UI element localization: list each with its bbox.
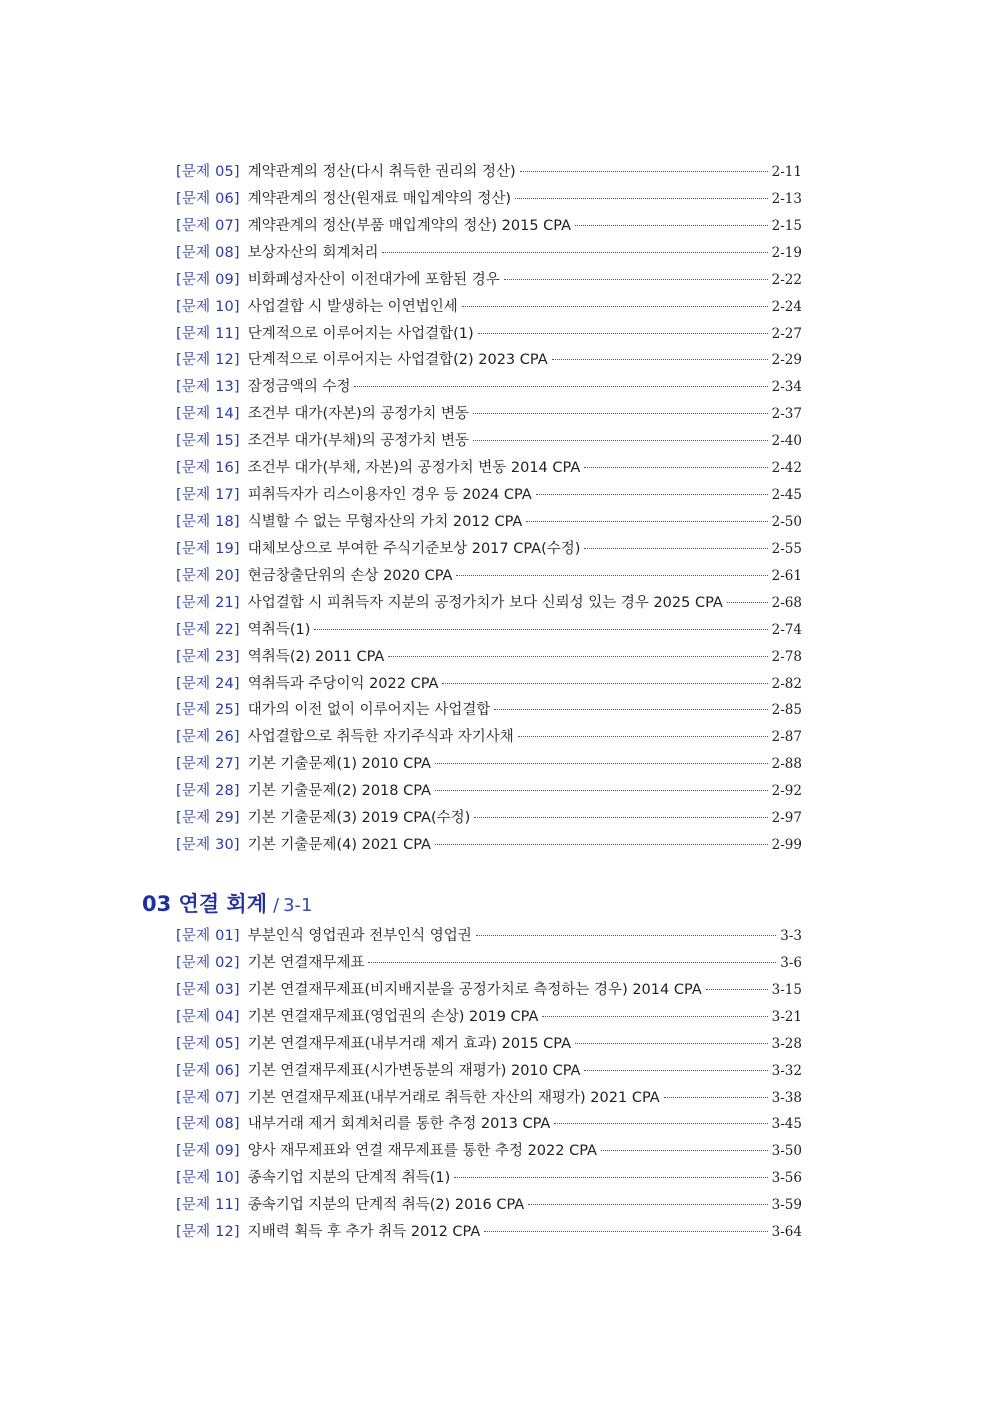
- problem-title: 사업결합 시 피취득자 지분의 공정가치가 보다 신뢰성 있는 경우 2025 CPA: [247, 594, 723, 611]
- dot-leader: [442, 682, 767, 684]
- page-number: 2-55: [771, 540, 802, 557]
- page-number: 2-13: [771, 190, 802, 207]
- problem-title: 피취득자가 리스이용자인 경우 등 2024 CPA: [247, 487, 532, 504]
- problem-number: [문제 25]: [176, 702, 240, 719]
- toc-entry[interactable]: [176, 644, 802, 671]
- problem-number: [문제 08]: [176, 1116, 240, 1133]
- dot-leader: [528, 1203, 767, 1205]
- problem-number: [문제 26]: [176, 729, 240, 746]
- dot-leader: [474, 816, 767, 818]
- toc-entry[interactable]: [176, 1058, 802, 1085]
- problem-title: 양사 재무제표와 연결 재무제표를 통한 추정 2022 CPA: [247, 1143, 597, 1160]
- page-number: 2-27: [771, 325, 802, 342]
- page-number: 3-21: [771, 1008, 802, 1025]
- dot-leader: [462, 305, 768, 307]
- page-number: 2-11: [771, 164, 802, 180]
- page-number: 2-78: [771, 648, 802, 665]
- problem-number: [문제 29]: [176, 810, 240, 827]
- problem-title: 계약관계의 정산(부품 매입계약의 정산) 2015 CPA: [247, 217, 572, 234]
- toc-entry[interactable]: [176, 1085, 802, 1112]
- problem-number: [문제 01]: [176, 928, 240, 944]
- page-number: 3-15: [771, 981, 802, 998]
- problem-title: 잠정금액의 수정: [247, 379, 351, 396]
- dot-leader: [454, 1176, 767, 1178]
- dot-leader: [473, 439, 768, 441]
- problem-number: [문제 05]: [176, 164, 240, 180]
- dot-leader: [584, 466, 767, 468]
- problem-number: [문제 15]: [176, 433, 240, 450]
- problem-number: [문제 06]: [176, 190, 240, 207]
- dot-leader: [536, 493, 768, 495]
- dot-leader: [382, 251, 767, 253]
- problem-title: 역취득(2) 2011 CPA: [247, 648, 385, 665]
- problem-number: [문제 11]: [176, 325, 240, 342]
- problem-number: [문제 12]: [176, 352, 240, 369]
- dot-leader: [542, 1015, 767, 1017]
- toc-entry[interactable]: [176, 1138, 802, 1165]
- chapter-separator: /: [273, 895, 280, 916]
- problem-number: [문제 10]: [176, 298, 240, 315]
- dot-leader: [520, 170, 768, 172]
- toc-entry[interactable]: [176, 267, 802, 294]
- problem-title: 지배력 획득 후 추가 취득 2012 CPA: [247, 1224, 481, 1241]
- page-number: 2-68: [771, 594, 802, 611]
- dot-leader: [575, 1042, 768, 1044]
- page-number: 3-59: [771, 1197, 802, 1214]
- toc-entry[interactable]: [176, 536, 802, 563]
- page-number: 3-38: [771, 1089, 802, 1106]
- problem-title: 대가의 이전 없이 이루어지는 사업결합: [247, 702, 491, 719]
- dot-leader: [554, 1122, 767, 1124]
- toc-entry[interactable]: [176, 671, 802, 698]
- toc-entry[interactable]: [176, 428, 802, 455]
- page-number: 2-15: [771, 217, 802, 234]
- toc-entry[interactable]: [176, 294, 802, 321]
- problem-number: [문제 14]: [176, 406, 240, 423]
- problem-title: 부분인식 영업권과 전부인식 영업권: [247, 928, 472, 944]
- problem-number: [문제 22]: [176, 621, 240, 638]
- problem-title: 단계적으로 이루어지는 사업결합(1): [247, 325, 474, 342]
- dot-leader: [526, 520, 767, 522]
- page-number: 2-74: [771, 621, 802, 638]
- toc-entry[interactable]: [176, 159, 802, 186]
- toc-entry[interactable]: [176, 401, 802, 428]
- page-number: 3-56: [771, 1170, 802, 1187]
- problem-number: [문제 28]: [176, 783, 240, 800]
- problem-title: 현금창출단위의 손상 2020 CPA: [247, 567, 453, 584]
- problem-number: [문제 18]: [176, 513, 240, 530]
- problem-title: 비화폐성자산이 이전대가에 포함된 경우: [247, 271, 500, 288]
- dot-leader: [435, 843, 768, 845]
- dot-leader: [504, 278, 768, 280]
- dot-leader: [664, 1096, 768, 1098]
- page-number: 2-34: [771, 379, 802, 396]
- page-number: 2-40: [771, 433, 802, 450]
- toc-entry[interactable]: [176, 240, 802, 267]
- toc-entry[interactable]: [176, 509, 802, 536]
- problem-number: [문제 12]: [176, 1224, 240, 1241]
- problem-title: 사업결합 시 발생하는 이연법인세: [247, 298, 458, 315]
- page-number: 3-28: [771, 1035, 802, 1052]
- dot-leader: [584, 1069, 767, 1071]
- page-number: 2-50: [771, 513, 802, 530]
- problem-title: 기본 연결재무제표(시가변동분의 재평가) 2010 CPA: [247, 1062, 581, 1079]
- problem-number: [문제 17]: [176, 487, 240, 504]
- toc-entry[interactable]: [176, 563, 802, 590]
- page-number: 2-42: [771, 460, 802, 477]
- page-number: 2-22: [771, 271, 802, 288]
- page-number: 2-45: [771, 487, 802, 504]
- problem-number: [문제 07]: [176, 1089, 240, 1106]
- toc-entry[interactable]: [176, 832, 802, 859]
- dot-leader: [476, 934, 777, 936]
- dot-leader: [456, 574, 767, 576]
- problem-title: 식별할 수 없는 무형자산의 가치 2012 CPA: [247, 513, 523, 530]
- problem-number: [문제 13]: [176, 379, 240, 396]
- problem-number: [문제 08]: [176, 244, 240, 261]
- page-number: 3-3: [780, 928, 802, 944]
- problem-title: 단계적으로 이루어지는 사업결합(2) 2023 CPA: [247, 352, 548, 369]
- problem-title: 역취득(1): [247, 621, 311, 638]
- problem-number: [문제 09]: [176, 1143, 240, 1160]
- problem-title: 기본 연결재무제표: [247, 954, 365, 971]
- page-number: 3-6: [780, 954, 802, 971]
- toc-entry[interactable]: [176, 1031, 802, 1058]
- page-number: 3-32: [771, 1062, 802, 1079]
- problem-number: [문제 23]: [176, 648, 240, 665]
- dot-leader: [515, 197, 768, 199]
- dot-leader: [494, 708, 767, 710]
- dot-leader: [435, 789, 768, 791]
- toc-entry[interactable]: [176, 805, 802, 832]
- toc-entry[interactable]: [176, 724, 802, 751]
- dot-leader: [388, 655, 767, 657]
- dot-leader: [518, 735, 768, 737]
- problem-title: 내부거래 제거 회계처리를 통한 추정 2013 CPA: [247, 1116, 551, 1133]
- problem-title: 기본 기출문제(4) 2021 CPA: [247, 837, 431, 854]
- problem-title: 기본 기출문제(1) 2010 CPA: [247, 756, 431, 773]
- problem-title: 보상자산의 회계처리: [247, 244, 379, 261]
- toc-entry[interactable]: [176, 950, 802, 977]
- problem-title: 사업결합으로 취득한 자기주식과 자기사채: [247, 729, 514, 746]
- section-2-list: [176, 159, 802, 859]
- problem-title: 기본 기출문제(2) 2018 CPA: [247, 783, 431, 800]
- problem-number: [문제 05]: [176, 1035, 240, 1052]
- problem-title: 기본 연결재무제표(내부거래 제거 효과) 2015 CPA: [247, 1035, 572, 1052]
- toc-entry[interactable]: [176, 347, 802, 374]
- toc-entry[interactable]: [176, 751, 802, 778]
- page-number: 2-88: [771, 756, 802, 773]
- toc-entry[interactable]: [176, 923, 802, 950]
- problem-title: 계약관계의 정산(원재료 매입계약의 정산): [247, 190, 512, 207]
- toc-entry[interactable]: [176, 778, 802, 805]
- problem-number: [문제 30]: [176, 837, 240, 854]
- problem-number: [문제 07]: [176, 217, 240, 234]
- toc-entry[interactable]: [176, 1219, 802, 1246]
- problem-number: [문제 11]: [176, 1197, 240, 1214]
- problem-title: 조건부 대가(자본)의 공정가치 변동: [247, 406, 470, 423]
- toc-entry[interactable]: [176, 455, 802, 482]
- dot-leader: [727, 601, 768, 603]
- problem-title: 기본 연결재무제표(영업권의 손상) 2019 CPA: [247, 1008, 539, 1025]
- problem-title: 종속기업 지분의 단계적 취득(2) 2016 CPA: [247, 1197, 525, 1214]
- page-number: 2-99: [771, 837, 802, 854]
- problem-number: [문제 02]: [176, 954, 240, 971]
- problem-title: 기본 연결재무제표(내부거래로 취득한 자산의 재평가) 2021 CPA: [247, 1089, 660, 1106]
- page-number: 2-85: [771, 702, 802, 719]
- page-number: 2-29: [771, 352, 802, 369]
- toc-entry[interactable]: [176, 374, 802, 401]
- toc-entry[interactable]: [176, 1192, 802, 1219]
- problem-title: 조건부 대가(부채, 자본)의 공정가치 변동 2014 CPA: [247, 460, 581, 477]
- problem-number: [문제 09]: [176, 271, 240, 288]
- problem-number: [문제 16]: [176, 460, 240, 477]
- page-number: 2-61: [771, 567, 802, 584]
- dot-leader: [601, 1149, 768, 1151]
- dot-leader: [478, 332, 768, 334]
- chapter-heading[interactable]: [142, 888, 312, 918]
- page-number: 2-19: [771, 244, 802, 261]
- page-number: 2-37: [771, 406, 802, 423]
- problem-title: 기본 연결재무제표(비지배지분을 공정가치로 측정하는 경우) 2014 CPA: [247, 981, 702, 998]
- toc-entry[interactable]: [176, 1111, 802, 1138]
- dot-leader: [575, 224, 768, 226]
- toc-entry[interactable]: [176, 1004, 802, 1031]
- dot-leader: [552, 358, 768, 360]
- chapter-title: 03 연결 회계: [142, 892, 267, 916]
- toc-entry[interactable]: [176, 213, 802, 240]
- page-number: 2-92: [771, 783, 802, 800]
- problem-title: 계약관계의 정산(다시 취득한 권리의 정산): [247, 164, 516, 180]
- page-number: 2-24: [771, 298, 802, 315]
- dot-leader: [314, 628, 767, 630]
- problem-number: [문제 04]: [176, 1008, 240, 1025]
- chapter-page: 3-1: [283, 895, 313, 916]
- problem-number: [문제 03]: [176, 981, 240, 998]
- dot-leader: [473, 412, 768, 414]
- problem-title: 대체보상으로 부여한 주식기준보상 2017 CPA(수정): [247, 540, 581, 557]
- dot-leader: [706, 988, 768, 990]
- problem-title: 역취득과 주당이익 2022 CPA: [247, 675, 439, 692]
- problem-number: [문제 19]: [176, 540, 240, 557]
- page-number: 3-50: [771, 1143, 802, 1160]
- dot-leader: [584, 547, 767, 549]
- problem-number: [문제 21]: [176, 594, 240, 611]
- dot-leader: [368, 961, 776, 963]
- problem-number: [문제 10]: [176, 1170, 240, 1187]
- toc-entry[interactable]: [176, 321, 802, 348]
- page-number: 2-97: [771, 810, 802, 827]
- toc-entry[interactable]: [176, 977, 802, 1004]
- page-number: 3-64: [771, 1224, 802, 1241]
- problem-number: [문제 06]: [176, 1062, 240, 1079]
- dot-leader: [435, 762, 768, 764]
- page-number: 3-45: [771, 1116, 802, 1133]
- problem-number: [문제 24]: [176, 675, 240, 692]
- toc-entry[interactable]: [176, 186, 802, 213]
- dot-leader: [484, 1230, 767, 1232]
- problem-title: 기본 기출문제(3) 2019 CPA(수정): [247, 810, 471, 827]
- dot-leader: [354, 385, 767, 387]
- toc-entry[interactable]: [176, 590, 802, 617]
- toc-entry[interactable]: [176, 697, 802, 724]
- problem-number: [문제 20]: [176, 567, 240, 584]
- toc-entry[interactable]: [176, 482, 802, 509]
- toc-entry[interactable]: [176, 1165, 802, 1192]
- problem-number: [문제 27]: [176, 756, 240, 773]
- section-3-list: [176, 923, 802, 1246]
- page-number: 2-87: [771, 729, 802, 746]
- problem-title: 조건부 대가(부채)의 공정가치 변동: [247, 433, 470, 450]
- problem-title: 종속기업 지분의 단계적 취득(1): [247, 1170, 451, 1187]
- page-number: 2-82: [771, 675, 802, 692]
- toc-entry[interactable]: [176, 617, 802, 644]
